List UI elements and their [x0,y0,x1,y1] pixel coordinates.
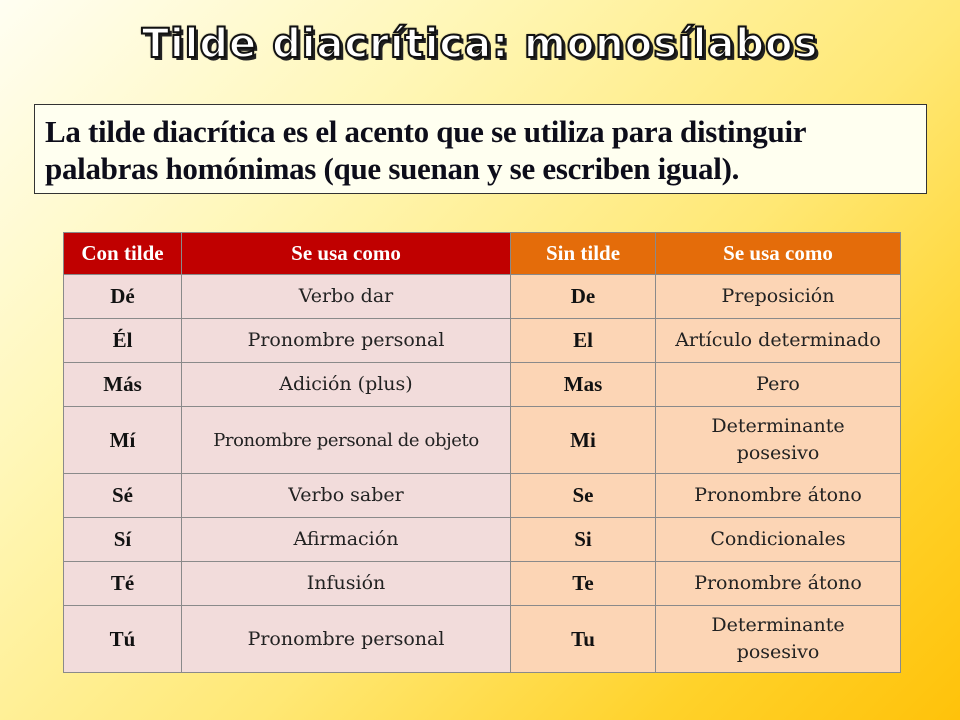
table-row [64,474,901,518]
table-row [64,407,901,474]
table-row [64,319,901,363]
header-se-usa-como-2: Se usa como [656,233,901,275]
unaccented-word: El [511,319,656,363]
accented-usage: Verbo dar [182,275,511,319]
table-row [64,275,901,319]
unaccented-usage: Determinante posesivo [656,606,901,673]
unaccented-usage: Pero [656,363,901,407]
table-row [64,606,901,673]
diacritic-table [63,232,901,673]
accented-usage: Verbo saber [182,474,511,518]
header-con-tilde: Con tilde [64,233,182,275]
unaccented-word: Mi [511,407,656,474]
header-se-usa-como-1: Se usa como [182,233,511,275]
accented-usage: Pronombre personal de objeto [182,407,511,474]
accented-word: Más [64,363,182,407]
accented-word: Té [64,562,182,606]
unaccented-usage: Pronombre átono [656,562,901,606]
accented-usage: Adición (plus) [182,363,511,407]
unaccented-usage: Determinante posesivo [656,407,901,474]
table-row [64,518,901,562]
definition-text [45,113,926,187]
accented-word: Tú [64,606,182,673]
accented-word: Él [64,319,182,363]
accented-word: Mí [64,407,182,474]
table-row [64,363,901,407]
unaccented-word: Se [511,474,656,518]
accented-usage: Pronombre personal [182,319,511,363]
header-sin-tilde: Sin tilde [511,233,656,275]
accented-usage: Infusión [182,562,511,606]
unaccented-word: De [511,275,656,319]
slide-title: Tilde diacrítica: monosílabos [141,21,819,67]
unaccented-usage: Pronombre átono [656,474,901,518]
definition-line-2: palabras homónimas (que suenan y se escriben igual). [45,151,740,186]
definition-box [34,104,927,194]
unaccented-usage: Preposición [656,275,901,319]
accented-word: Dé [64,275,182,319]
unaccented-word: Tu [511,606,656,673]
accented-usage: Afirmación [182,518,511,562]
unaccented-word: Si [511,518,656,562]
accented-word: Sí [64,518,182,562]
table-row [64,562,901,606]
unaccented-usage: Condicionales [656,518,901,562]
definition-line-1: La tilde diacrítica es el acento que se utiliza para distinguir [45,114,807,149]
unaccented-word: Mas [511,363,656,407]
accented-usage: Pronombre personal [182,606,511,673]
table-header-row [64,233,901,275]
unaccented-word: Te [511,562,656,606]
accented-word: Sé [64,474,182,518]
unaccented-usage: Artículo determinado [656,319,901,363]
